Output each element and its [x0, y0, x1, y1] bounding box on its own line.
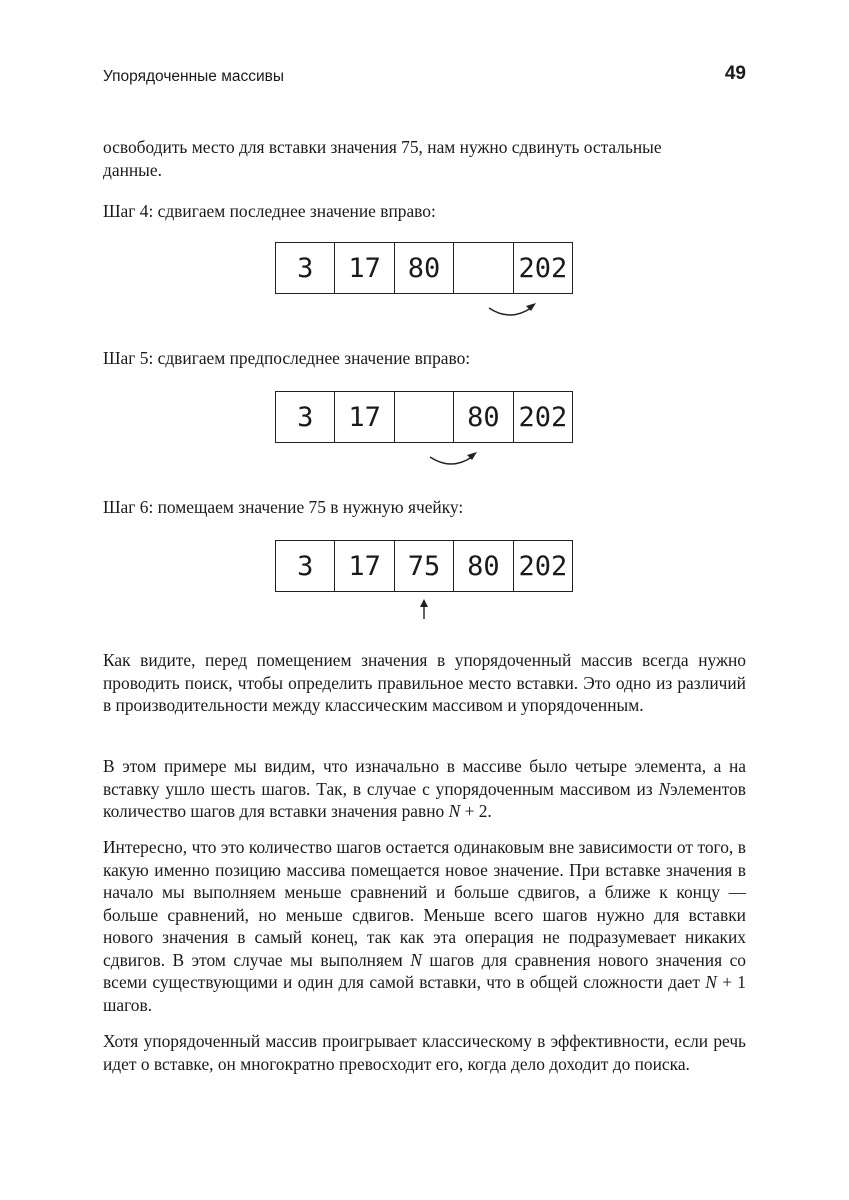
p3-text-c: + 1 шагов. [103, 972, 746, 1015]
array-cell [453, 243, 512, 293]
array-cell: 17 [334, 541, 393, 591]
running-header: Упорядоченные массивы [103, 68, 285, 85]
variable-n: N [448, 801, 461, 821]
intro-paragraph [103, 136, 746, 181]
array-cell: 202 [513, 541, 572, 591]
p2-text-b: элементов количество шагов для вставки значения равно [103, 778, 746, 821]
array-cell: 80 [453, 392, 512, 442]
step-4-label: Шаг 4: сдвигаем последнее значение вправо: [103, 201, 436, 221]
variable-n: N [705, 972, 717, 992]
array-cell: 3 [297, 401, 314, 433]
array-cell: 75 [394, 541, 453, 591]
array-step-4 [275, 242, 573, 294]
p2-text-a: В этом примере мы видим, что изначально в массиве было четыре элемента, а на вставку ушло шесть шагов. Так, в случае с упорядоченным массивом из [103, 756, 746, 799]
array-step-5 [275, 391, 573, 443]
array-cell: 80 [394, 243, 453, 293]
array-cell: 17 [334, 243, 393, 293]
intro-line-1: освободить место для вставки значения 75, нам нужно сдвинуть остальные [103, 137, 662, 157]
array-cell: 3 [297, 550, 314, 582]
step-6-label: Шаг 6: помещаем значение 75 в нужную ячейку: [103, 497, 464, 517]
p2-text-c: + 2. [464, 801, 492, 821]
array-cell: 80 [453, 541, 512, 591]
array-step-6 [275, 540, 573, 592]
intro-line-2: данные. [103, 159, 162, 180]
variable-n: N [658, 778, 671, 799]
array-cell: 202 [513, 392, 572, 442]
insert-arrow-icon [417, 598, 431, 620]
variable-n: N [410, 949, 422, 970]
array-cell [394, 392, 453, 442]
page-number: 49 [724, 63, 746, 84]
p3-text-a: Интересно, что это количество шагов остается одинаковым вне зависимости от того, в какую именно позицию массива помещается новое значение. При вставке значения в начало мы выполняем меньше сравнений и больше сдвигов, а ближе к концу — больше сравнений, но меньше сдвигов. Меньше всего шагов нужно для вставки нового значения в самый конец, так как эта операция не подразумевает никаких сдвигов. В этом случае мы выполняем [103, 837, 746, 970]
array-cell: 3 [297, 252, 314, 284]
paragraph-steps-count [103, 755, 746, 823]
p3-text-b: шагов для сравнения нового значения со всеми существующими и один для самой вставки, что в общей сложности дает [103, 949, 746, 992]
paragraph-search-before-insert: Как видите, перед помещением значения в упорядоченный массив всегда нужно проводить поиск, чтобы определить правильное место вставки. Это одно из различий в производительности между классическим массивом и упорядоченным. [103, 650, 746, 715]
paragraph-search-advantage: Хотя упорядоченный массив проигрывает классическому в эффективности, если речь идет о вставке, он многократно превосходит его, когда дело доходит до поиска. [103, 1031, 746, 1074]
shift-arrow-icon [484, 296, 544, 322]
paragraph-insert-position [103, 836, 746, 1016]
shift-arrow-icon [425, 445, 485, 471]
array-cell: 202 [513, 243, 572, 293]
array-cell: 17 [334, 392, 393, 442]
step-5-label: Шаг 5: сдвигаем предпоследнее значение вправо: [103, 348, 471, 368]
